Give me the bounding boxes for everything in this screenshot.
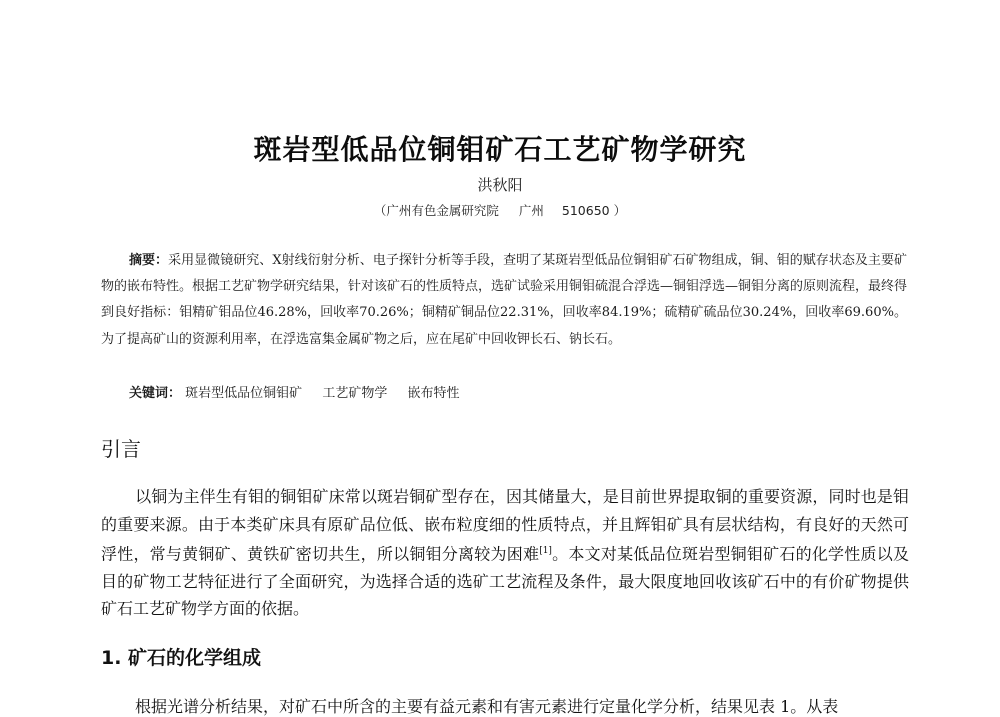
section-heading: 1. 矿石的化学组成 — [101, 647, 262, 669]
paper-title: 斑岩型低品位铜钼矿石工艺矿物学研究 — [253, 133, 747, 166]
keyword-item: 嵌布特性 — [407, 386, 460, 401]
citation-ref[interactable]: [1] — [539, 546, 552, 556]
abstract — [101, 248, 907, 353]
keyword-item: 斑岩型低品位铜钼矿 — [185, 386, 303, 401]
keyword-item: 工艺矿物学 — [322, 386, 388, 401]
intro-text-part2: 。本文对某低品位斑岩型铜钼矿石的化学性质以及目的矿物工艺特征进行了全面研究，为选择合适的选矿工艺流程及条件，最大限度地回收该矿石中的有价矿物提供矿石工艺矿物学方面的依据。 — [101, 544, 909, 619]
affiliation — [0, 201, 1000, 219]
affiliation-zip: 510650 ） — [561, 203, 627, 218]
keywords-label: 关键词： — [129, 386, 182, 401]
affiliation-city: 广州 — [518, 203, 544, 218]
section-paragraph-start: 根据光谱分析结果，对矿石中所含的主要有益元素和有害元素进行定量化学分析，结果见表 1。从表 — [135, 697, 839, 716]
intro-heading: 引言 — [101, 437, 141, 461]
author-name: 洪秋阳 — [477, 176, 523, 194]
keywords — [129, 382, 475, 401]
abstract-text: 采用显微镜研究、X射线衍射分析、电子探针分析等手段，查明了某斑岩型低品位铜钼矿石矿物组成，铜、钼的赋存状态及主要矿物的嵌布特性。根据工艺矿物学研究结果，针对该矿石的性质特点，选矿试验采用铜钼硫混合浮选—铜钼浮选—铜钼分离的原则流程，最终得到良好指标：钼精矿钼品位46.28%，回收率70.26%；铜精矿铜品位22.31%，回收率84.19%；硫精矿硫品位30.24%，回收率69.60%。为了提高矿山的资源利用率，在浮选富集金属矿物之后，应在尾矿中回收钾长石、钠长石。 — [101, 253, 908, 347]
affiliation-institute: （广州有色金属研究院 — [373, 203, 499, 218]
abstract-label: 摘要： — [129, 253, 169, 268]
intro-paragraph — [101, 483, 909, 623]
intro-text-part1: 以铜为主伴生有钼的铜钼矿床常以斑岩铜矿型存在，因其储量大，是目前世界提取铜的重要资源，同时也是钼的重要来源。由于本类矿床具有原矿品位低、嵌布粒度细的性质特点，并且辉钼矿具有层状结构，有良好的天然可浮性，常与黄铜矿、黄铁矿密切共生，所以铜钼分离较为困难 — [101, 487, 909, 564]
